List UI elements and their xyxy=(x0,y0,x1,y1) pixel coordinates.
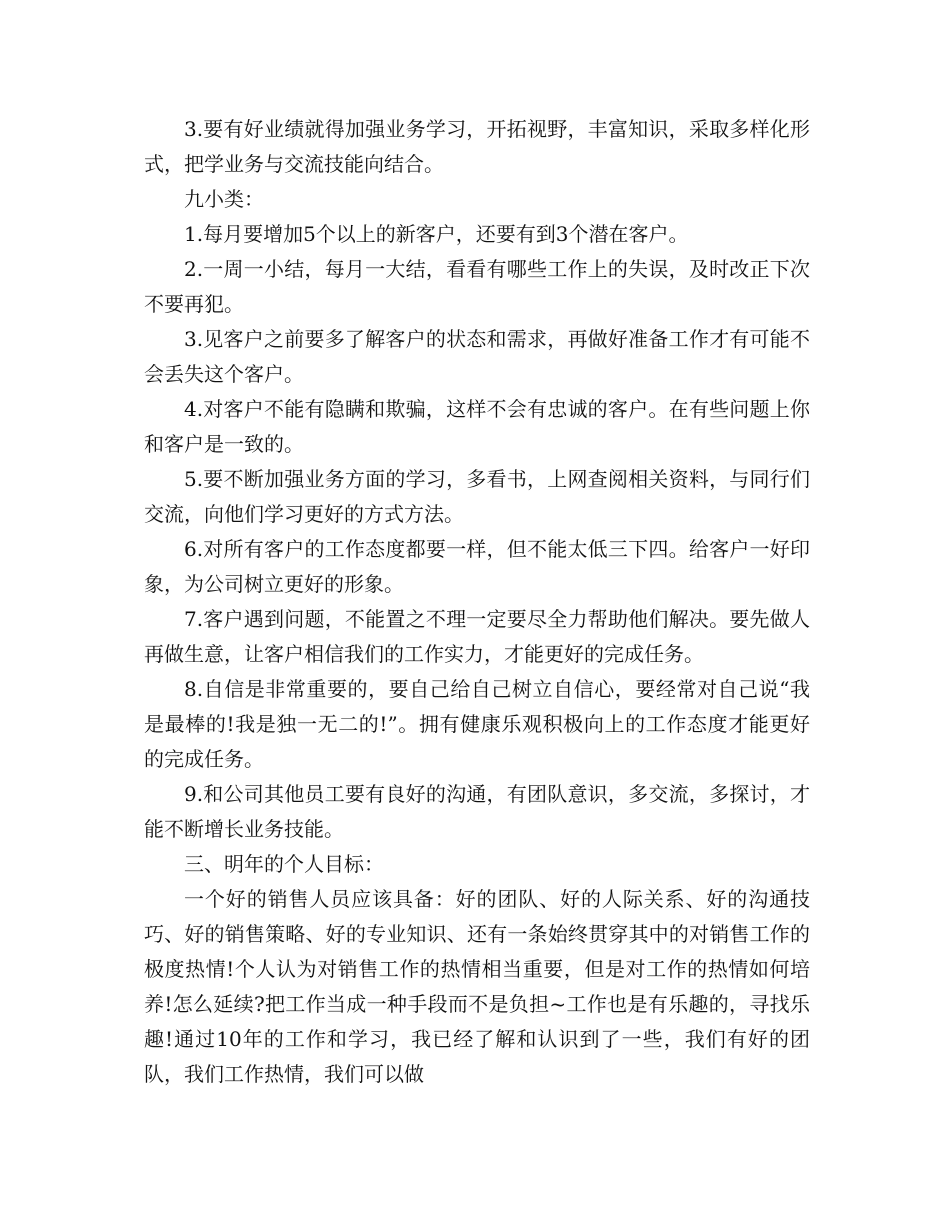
paragraph-item-3-study: 3.要有好业绩就得加强业务学习，开拓视野，丰富知识，采取多样化形式，把学业务与交流技能向结合。 xyxy=(144,117,810,176)
section-heading-next-year-goals: 三、明年的个人目标： xyxy=(184,852,384,876)
list-item-3: 3.见客户之前要多了解客户的状态和需求，再做好准备工作才有可能不会丢失这个客户。 xyxy=(144,327,810,386)
section-heading-nine-categories: 九小类： xyxy=(184,187,264,211)
body-paragraph-goals: 一个好的销售人员应该具备：好的团队、好的人际关系、好的沟通技巧、好的销售策略、好的专业知识、还有一条始终贯穿其中的对销售工作的极度热情!个人认为对销售工作的热情相当重要，但是对工作的热情如何培养!怎么延续?把工作当成一种手段而不是负担~工作也是有乐趣的，寻找乐趣!通过10年的工作和学习，我已经了解和认识到了一些，我们有好的团队，我们工作热情，我们可以做 xyxy=(144,887,810,1086)
list-item-4: 4.对客户不能有隐瞒和欺骗，这样不会有忠诚的客户。在有些问题上你和客户是一致的。 xyxy=(144,397,810,456)
list-item-7: 7.客户遇到问题，不能置之不理一定要尽全力帮助他们解决。要先做人再做生意，让客户相信我们的工作实力，才能更好的完成任务。 xyxy=(144,607,810,666)
list-item-2: 2.一周一小结，每月一大结，看看有哪些工作上的失误，及时改正下次不要再犯。 xyxy=(144,257,810,316)
list-item-9: 9.和公司其他员工要有良好的沟通，有团队意识，多交流，多探讨，才能不断增长业务技能。 xyxy=(144,782,810,841)
list-item-1: 1.每月要增加5个以上的新客户，还要有到3个潜在客户。 xyxy=(184,222,689,246)
list-item-6: 6.对所有客户的工作态度都要一样，但不能太低三下四。给客户一好印象，为公司树立更好的形象。 xyxy=(144,537,810,596)
list-item-8: 8.自信是非常重要的，要自己给自己树立自信心，要经常对自己说“我是最棒的!我是独一无二的!”。拥有健康乐观积极向上的工作态度才能更好的完成任务。 xyxy=(144,677,810,771)
list-item-5: 5.要不断加强业务方面的学习，多看书，上网查阅相关资料，与同行们交流，向他们学习更好的方式方法。 xyxy=(144,467,810,526)
